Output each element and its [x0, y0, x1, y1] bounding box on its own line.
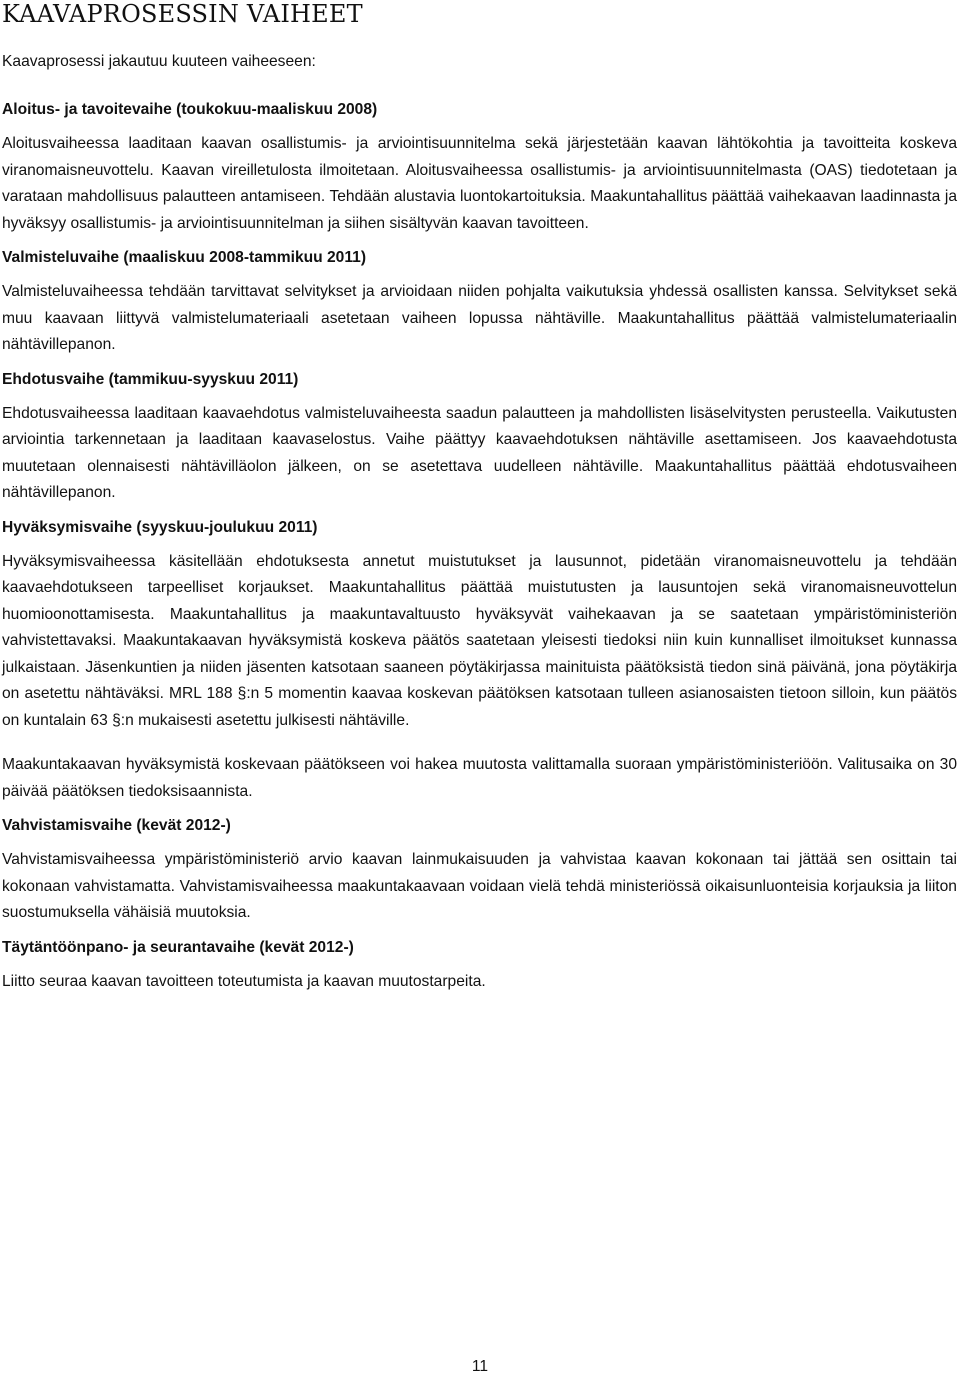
section-valmistelu: [2, 245, 957, 359]
section-taytantoonpano: [2, 935, 957, 996]
section-heading: Aloitus- ja tavoitevaihe (toukokuu-maaliskuu 2008): [2, 101, 378, 118]
document-body: [2, 0, 957, 1003]
section-ehdotus: [2, 367, 957, 507]
page-title: KAAVAPROSESSIN VAIHEET: [2, 0, 363, 28]
intro-text: Kaavaprosessi jakautuu kuuteen vaiheeseen:: [2, 53, 316, 70]
section-heading: Vahvistamisvaihe (kevät 2012-): [2, 817, 231, 834]
section-vahvistaminen: [2, 813, 957, 927]
page-number: 11: [471, 1358, 489, 1375]
section-aloitus: [2, 97, 957, 237]
section-paragraph: Valmisteluvaiheessa tehdään tarvittavat selvitykset ja arvioidaan niiden pohjalta vaikutuksia yhdessä osallisten kanssa. Selvitykset sekä muu kaavaan liittyvä valmistelumateriaali asetetaan vaiheen lopussa nähtäville. Maakuntahallitus päättää valmistelumateriaalin nähtävillepanon.: [2, 283, 957, 353]
section-heading: Täytäntöönpano- ja seurantavaihe (kevät 2012-): [2, 938, 354, 956]
section-heading: Hyväksymisvaihe (syyskuu-joulukuu 2011): [2, 518, 318, 536]
section-paragraph: Ehdotusvaiheessa laaditaan kaavaehdotus valmisteluvaiheesta saadun palautteen ja mahdollisten lisäselvitysten perusteella. Vaikutusten arviointia tarkennetaan ja laaditaan kaavaselostus. Vaihe päättyy kaavaehdotuksen nähtäville asettamiseen. Jos kaavaehdotusta muutetaan olennaisesti nähtävilläolon jälkeen, on se asetettava uudelleen nähtäville. Maakuntahallitus päättää ehdotusvaiheen nähtävillepanon.: [2, 404, 957, 501]
section-paragraph: Aloitusvaiheessa laaditaan kaavan osallistumis- ja arviointisuunnitelma sekä järjestetään kaavan lähtökohtia ja tavoitteita koskeva viranomaisneuvottelu. Kaavan vireilletulosta ilmoitetaan. Aloitusvaiheessa osallistumis- ja arviointisuunnitelmasta (OAS) tiedotetaan ja varataan mahdollisuus palautteen antamiseen. Tehdään alustavia luontokartoituksia. Maakuntahallitus päättää vaihekaavan laadinnasta ja hyväksyy osallistumis- ja arviointisuunnitelman ja siihen sisältyvän kaavan tavoitteen.: [2, 135, 957, 232]
section-paragraph: Liitto seuraa kaavan tavoitteen toteutumista ja kaavan muutostarpeita.: [2, 972, 486, 990]
section-paragraph: Hyväksymisvaiheessa käsitellään ehdotuksesta annetut muistutukset ja lausunnot, pidetään viranomaisneuvottelu ja tehdään kaavaehdotukseen tarpeelliset korjaukset. Maakuntahallitus päättää muistutusten ja lausuntojen sekä viranomaisneuvottelun huomioonottamisesta. Maakuntahallitus ja maakuntavaltuusto hyväksyvät vaihekaavan ja se saatetaan ympäristöministeriön vahvistettavaksi. Maakuntakaavan hyväksymistä koskeva päätös saatetaan yleisesti tiedoksi niin kuin kunnalliset ilmoitukset kunnassa julkaistaan. Jäsenkuntien ja niiden jäsenten katsotaan saaneen pöytäkirjassa mainituista päätöksistä tiedon sinä päivänä, jona pöytäkirja on asetettu nähtäväksi. MRL 188 §:n 5 momentin kaavaa koskevan päätöksen katsotaan tulleen asianosaisten tietoon silloin, kun päätös on kuntalain 63 §:n mukaisesti asetettu julkisesti nähtäville.: [2, 552, 957, 729]
section-paragraph: Maakuntakaavan hyväksymistä koskevaan päätökseen voi hakea muutosta valittamalla suoraan ympäristöministeriöön. Valitusaika on 30 päivää päätöksen tiedoksisaannista.: [2, 756, 957, 800]
section-heading: Ehdotusvaihe (tammikuu-syyskuu 2011): [2, 370, 299, 388]
section-heading: Valmisteluvaihe (maaliskuu 2008-tammikuu 2011): [2, 249, 367, 266]
section-paragraph: Vahvistamisvaiheessa ympäristöministeriö arvio kaavan lainmukaisuuden ja vahvistaa kaavan kokonaan tai jättää sen osittain tai kokonaan vahvistamatta. Vahvistamisvaiheessa maakuntakaavaan voidaan vielä tehdä ministeriössä oikaisunluonteisia korjauksia ja liiton suostumuksella vähäisiä muutoksia.: [2, 851, 957, 921]
section-hyvaksyminen: [2, 515, 957, 806]
